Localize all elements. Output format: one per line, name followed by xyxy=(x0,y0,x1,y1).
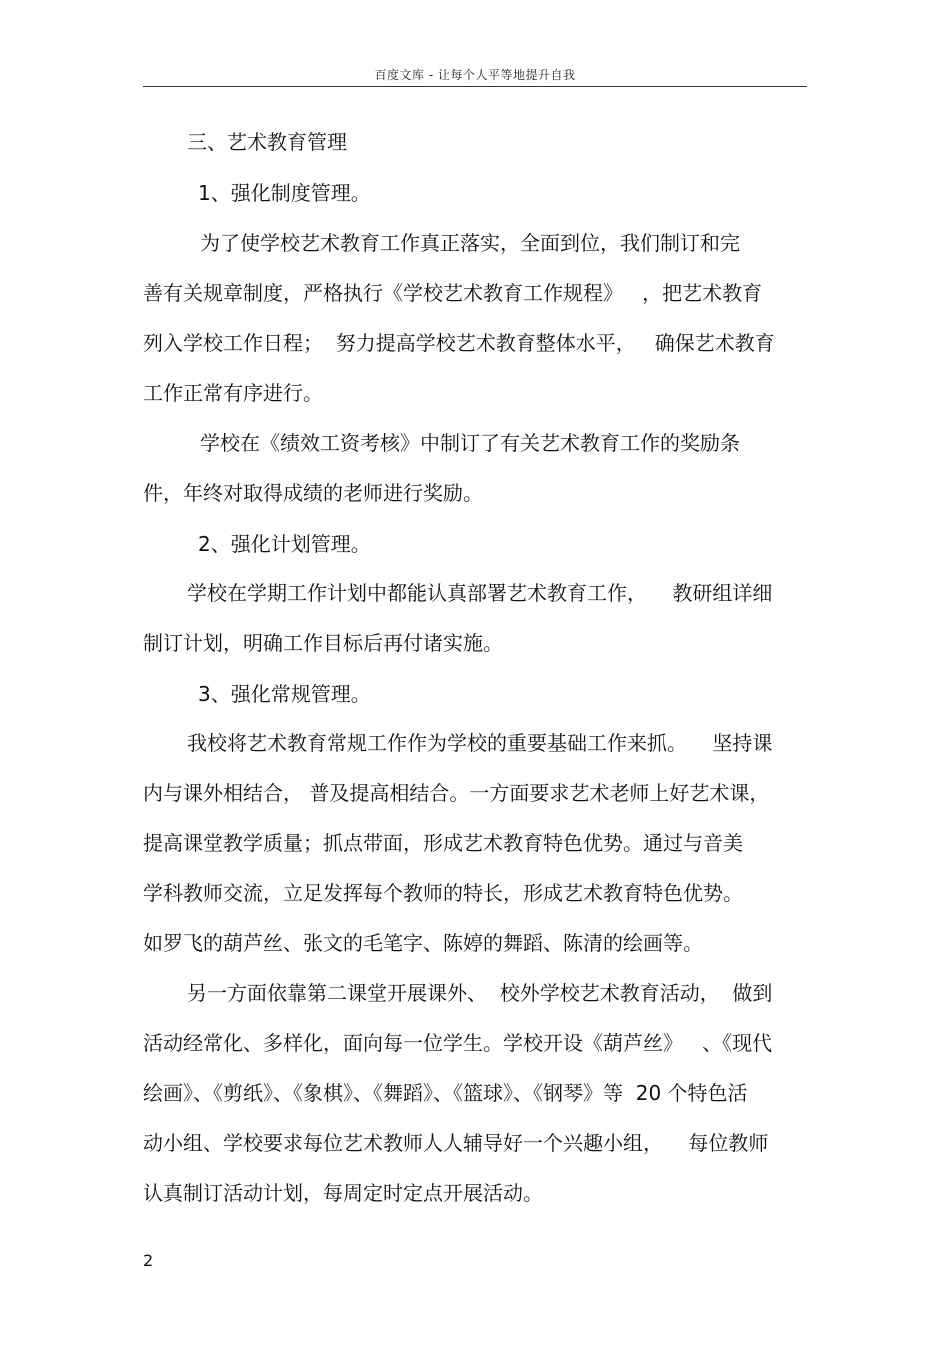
section-heading: 三、艺术教育管理 xyxy=(187,130,347,154)
paragraph-line: 我校将艺术教育常规工作作为学校的重要基础工作来抓。 坚持课 xyxy=(187,731,773,755)
paragraph-line: 为了使学校艺术教育工作真正落实，全面到位，我们制订和完 xyxy=(200,231,740,255)
paragraph-line: 活动经常化、多样化，面向每一位学生。学校开设《葫芦丝》 、《现代 xyxy=(143,1031,773,1055)
paragraph-line: 如罗飞的葫芦丝、张文的毛笔字、陈婷的舞蹈、陈清的绘画等。 xyxy=(143,931,703,955)
page-header: 百度文库 - 让每个人平等地提升自我 xyxy=(374,68,576,82)
paragraph-line: 提高课堂教学质量；抓点带面，形成艺术教育特色优势。通过与音美 xyxy=(143,831,743,855)
paragraph-line: 绘画》、《剪纸》、《象棋》、《舞蹈》、《篮球》、《钢琴》等 20 个特色活 xyxy=(143,1081,748,1105)
paragraph-line: 学校在学期工作计划中都能认真部署艺术教育工作， 教研组详细 xyxy=(187,581,773,605)
subsection-heading: 2、强化计划管理。 xyxy=(198,532,371,556)
paragraph-line: 内与课外相结合， 普及提高相结合。一方面要求艺术老师上好艺术课， xyxy=(143,781,770,805)
paragraph-line: 学科教师交流，立足发挥每个教师的特长，形成艺术教育特色优势。 xyxy=(143,881,743,905)
paragraph-line: 制订计划，明确工作目标后再付诸实施。 xyxy=(143,631,503,655)
paragraph-line: 认真制订活动计划，每周定时定点开展活动。 xyxy=(143,1181,543,1205)
paragraph-line: 工作正常有序进行。 xyxy=(143,381,323,405)
paragraph-line: 列入学校工作日程； 努力提高学校艺术教育整体水平， 确保艺术教育 xyxy=(143,331,775,355)
paragraph-line: 另一方面依靠第二课堂开展课外、 校外学校艺术教育活动， 做到 xyxy=(187,981,773,1005)
subsection-heading: 3、强化常规管理。 xyxy=(198,682,371,706)
subsection-heading: 1、强化制度管理。 xyxy=(198,181,371,205)
paragraph-line: 善有关规章制度，严格执行《学校艺术教育工作规程》 ，把艺术教育 xyxy=(143,281,763,305)
paragraph-line: 学校在《绩效工资考核》中制订了有关艺术教育工作的奖励条 xyxy=(200,431,740,455)
paragraph-line: 件，年终对取得成绩的老师进行奖励。 xyxy=(143,481,483,505)
paragraph-line: 动小组、学校要求每位艺术教师人人辅导好一个兴趣小组， 每位教师 xyxy=(143,1131,769,1155)
header-rule xyxy=(143,86,807,87)
page-number: 2 xyxy=(143,1251,154,1270)
